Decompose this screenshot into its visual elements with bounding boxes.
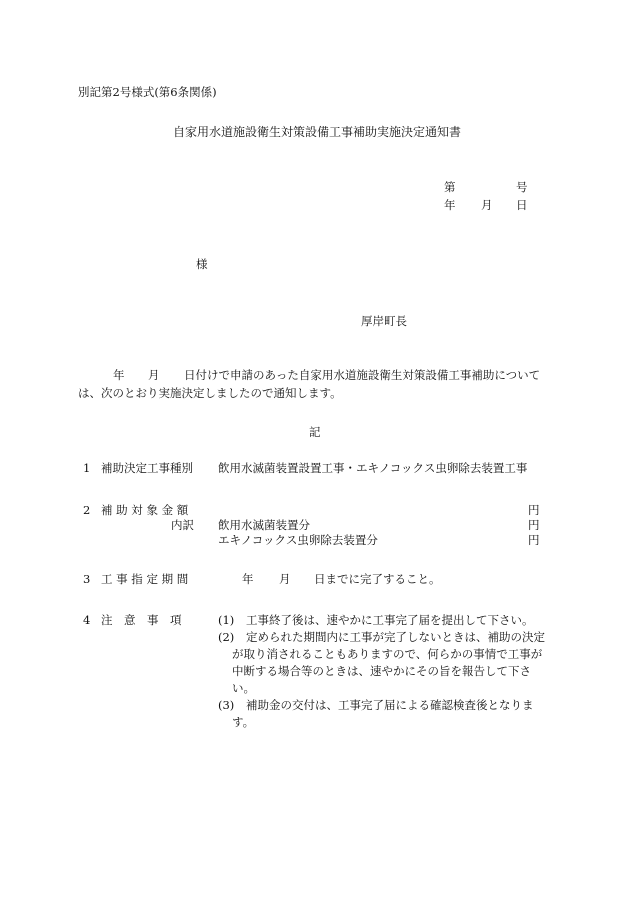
body-month: 月 [148,368,160,382]
form-label: 別記第2号様式(第6条関係) [78,85,217,99]
item1-label: 補助決定工事種別 [101,461,193,475]
issue-dai: 第 [444,180,456,194]
note-item [218,612,550,629]
item3-year: 年 [242,572,254,586]
document-title: 自家用水道施設衛生対策設備工事補助実施決定通知書 [173,125,462,139]
item2-sub2-yen: 円 [528,533,540,547]
body-year: 年 [113,368,125,382]
body-line1: 日付けで申請のあった自家用水道施設衛生対策設備工事補助について [184,368,541,382]
item1-value: 飲用水滅菌装置設置工事・エキノコックス虫卵除去装置工事 [218,461,528,475]
issue-year: 年 [444,198,456,212]
item2-sub1-label: 飲用水滅菌装置分 [218,518,310,532]
item4-label: 注 意 事 項 [101,613,182,627]
item4-number: 4 [83,613,91,627]
issue-month: 月 [481,198,493,212]
item2-number: 2 [83,503,91,517]
body-line2: は、次のとおり実施決定しましたので通知します。 [78,386,342,400]
item2-label: 補 助 対 象 金 額 [101,503,189,517]
note-text: 補助金の交付は、工事完了届による確認検査後となります。 [232,698,534,729]
note-item [218,697,550,731]
issue-day: 日 [516,198,528,212]
ki-heading: 記 [309,425,321,439]
item3-number: 3 [83,572,91,586]
note-number: (2) [218,630,235,644]
item1-number: 1 [83,461,91,475]
note-number: (1) [218,613,235,627]
note-text: 定められた期間内に工事が完了しないときは、補助の決定が取り消されることもありますので、何らかの事情で工事が中断する場合等のときは、速やかにその旨を報告して下さい。 [232,630,545,695]
note-item [218,629,550,697]
note-text: 工事終了後は、速やかに工事完了届を提出して下さい。 [246,613,534,627]
sender-name: 厚岸町長 [361,314,407,328]
issue-go: 号 [516,180,528,194]
item2-sub2-label: エキノコックス虫卵除去装置分 [218,533,378,547]
item3-label: 工 事 指 定 期 間 [101,572,189,586]
item3-rest: 日までに完了すること。 [314,572,441,586]
recipient-sama: 様 [196,257,208,271]
item3-month: 月 [279,572,291,586]
item2-total-yen: 円 [528,503,540,517]
item2-sub1-yen: 円 [528,518,540,532]
item2-breakdown-label: 内訳 [171,518,194,532]
note-number: (3) [218,698,235,712]
